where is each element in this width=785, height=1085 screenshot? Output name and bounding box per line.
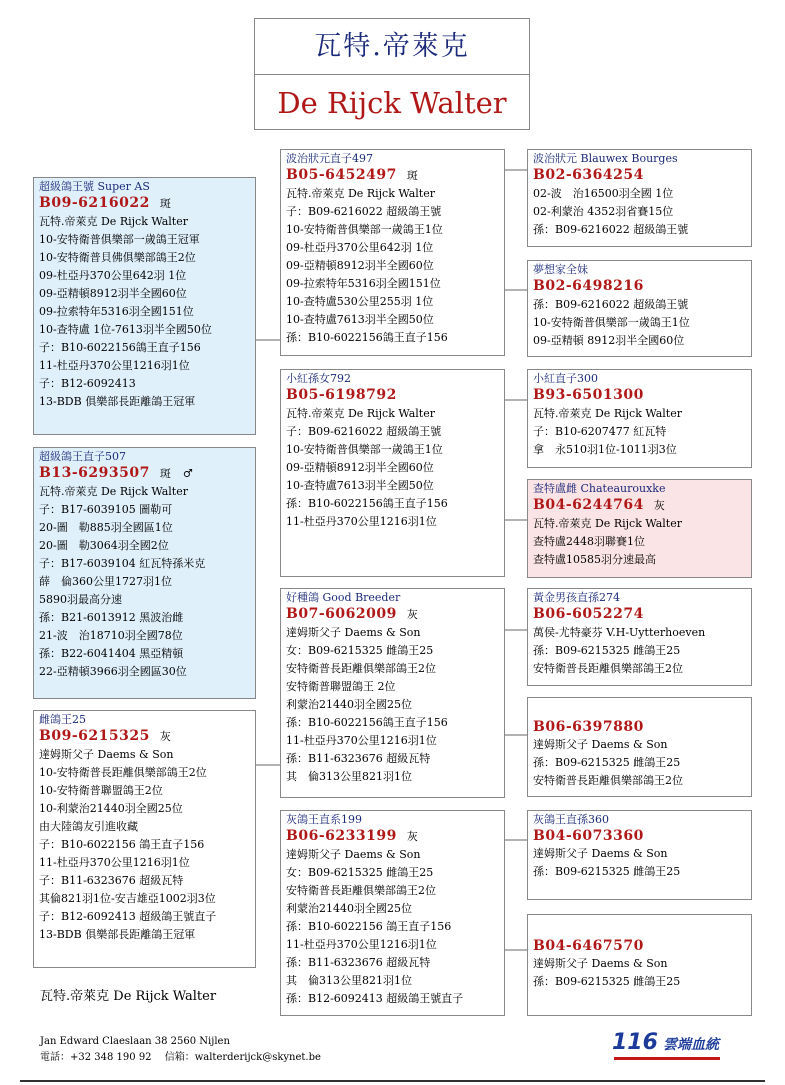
ring-number: B05-6198792	[286, 387, 397, 403]
info-line: 女：B09-6215325 雌鴿王25	[286, 866, 434, 879]
box-lines	[286, 624, 499, 786]
info-line: 09-亞精頓8912羽半全國60位	[286, 461, 434, 474]
info-line: 女：B09-6215325 雌鴿王25	[286, 644, 434, 657]
info-line: 安特衛普長距離俱樂部鴿王2位	[286, 884, 436, 897]
info-line: 10-查特盧7613羽半全國50位	[286, 313, 434, 326]
color-label: 斑	[159, 197, 172, 210]
ring-number: B07-6062009 灰	[286, 606, 419, 622]
ring-number: B06-6233199 灰	[286, 828, 419, 844]
info-line: 11-杜亞丹370公里1216羽1位	[39, 856, 190, 869]
info-line: 瓦特.帝萊克 De Rijck Walter	[39, 215, 188, 228]
info-line: 子：B12-6092413	[39, 377, 136, 390]
bottom-rule	[20, 1080, 765, 1082]
info-line: 子：B10-6022156鴿王直子156	[39, 341, 201, 354]
logo-number: 116	[612, 1030, 658, 1055]
ring-number: B04-6073360	[533, 828, 644, 844]
ring-number: B09-6215325 灰	[39, 728, 172, 744]
info-line: 孫：B12-6092413 超級鴿王號直子	[286, 992, 464, 1005]
box-lines	[39, 213, 250, 411]
sds-box	[527, 369, 752, 468]
sire-dam-box	[280, 369, 505, 577]
logo-text: 雲端血統	[663, 1037, 720, 1053]
color-label: 斑 ♂	[159, 467, 194, 480]
info-line: 安特衛普長距離俱樂部鴿王2位	[533, 774, 683, 787]
info-line: 10-安特衛普俱樂部一歲鴿王1位	[533, 316, 690, 329]
color-label: 灰	[406, 608, 419, 621]
contact-line: 電話：+32 348 190 92 信箱：walterderijck@skynet.be	[40, 1052, 321, 1063]
info-line: 11-杜亞丹370公里1216羽1位	[286, 515, 437, 528]
dsd-box	[527, 697, 752, 797]
dds-box	[527, 810, 752, 900]
info-line: 孫：B22-6041404 黑亞精頓	[39, 647, 184, 660]
box-title: 波治狀元直子497	[286, 152, 373, 165]
info-line: 拿 永510羽1位-1011羽3位	[533, 443, 677, 456]
footer-address	[40, 1034, 321, 1066]
info-line: 安特衛普聯盟鴿王 2位	[286, 680, 396, 693]
info-line: 孫：B11-6323676 超級瓦特	[286, 752, 431, 765]
info-line: 子：B10-6022156 鴿王直子156	[39, 838, 205, 851]
info-line: 10-安特衛普俱樂部一歲鴿王1位	[286, 223, 443, 236]
info-line: 20-圖 勒3064羽全國2位	[39, 539, 169, 552]
info-line: 孫：B10-6022156 鴿王直子156	[286, 920, 452, 933]
info-line: 孫：B21-6013912 黑波治雌	[39, 611, 184, 624]
info-line: 子：B12-6092413 超級鴿王號直子	[39, 910, 217, 923]
info-line: 子：B17-6039105 圖勒可	[39, 503, 173, 516]
box-title: 小紅孫女792	[286, 372, 351, 385]
box-lines	[533, 955, 746, 991]
ring-number: B06-6397880	[533, 719, 644, 735]
footer-owner: 瓦特.帝萊克 De Rijck Walter	[40, 989, 217, 1004]
box-title: 查特盧雌 Chateaurouxke	[533, 482, 666, 495]
info-line: 查特盧10585羽分速最高	[533, 553, 656, 566]
box-title: 灰鴿王直孫360	[533, 813, 609, 826]
sire-box	[33, 177, 256, 435]
info-line: 子：B17-6039104 紅瓦特孫米克	[39, 557, 206, 570]
sss-box	[527, 149, 752, 247]
info-line: 達姆斯父子 Daems & Son	[533, 738, 668, 751]
info-line: 達姆斯父子 Daems & Son	[533, 957, 668, 970]
sire-sire-box	[280, 149, 505, 356]
box-title: 夢想家全妹	[533, 263, 588, 276]
ring-number: B04-6244764 灰	[533, 497, 666, 513]
box-title: 雌鴿王25	[39, 713, 86, 726]
ring-number: B02-6498216	[533, 278, 644, 294]
info-line: 10-查特盧 1位-7613羽半全國50位	[39, 323, 212, 336]
info-line: 瓦特.帝萊克 De Rijck Walter	[533, 517, 682, 530]
info-line: 安特衛普長距離俱樂部鴿王2位	[533, 662, 683, 675]
info-line: 09-杜亞丹370公里642羽 1位	[39, 269, 187, 282]
info-line: 孫：B10-6022156鴿王直子156	[286, 497, 448, 510]
owner-name-english: De Rijck Walter	[277, 86, 507, 120]
ssd-box	[527, 260, 752, 357]
logo	[612, 1030, 719, 1055]
box-title: 超級鴿王直子507	[39, 450, 126, 463]
info-line: 安特衛普長距離俱樂部鴿王2位	[286, 662, 436, 675]
info-line: 查特盧2448羽聯賽1位	[533, 535, 645, 548]
info-line: 瓦特.帝萊克 De Rijck Walter	[286, 407, 435, 420]
box-lines	[533, 624, 746, 678]
info-line: 11-杜亞丹370公里1216羽1位	[286, 938, 437, 951]
info-line: 其 倫313公里821羽1位	[286, 974, 412, 987]
info-line: 孫：B11-6323676 超級瓦特	[286, 956, 431, 969]
info-line: 薛 倫360公里1727羽1位	[39, 575, 172, 588]
info-line: 達姆斯父子 Daems & Son	[286, 848, 421, 861]
color-label: 灰	[653, 499, 666, 512]
box-lines	[533, 515, 746, 569]
info-line: 10-查特盧7613羽半全國50位	[286, 479, 434, 492]
info-line: 09-杜亞丹370公里642羽 1位	[286, 241, 434, 254]
info-line: 孫：B10-6022156鴿王直子156	[286, 716, 448, 729]
info-line: 21-波 治18710羽全國78位	[39, 629, 183, 642]
info-line: 達姆斯父子 Daems & Son	[39, 748, 174, 761]
info-line: 10-安特衛普長距離俱樂部鴿王2位	[39, 766, 207, 779]
sdd-box	[527, 479, 752, 578]
info-line: 孫：B09-6216022 超級鴿王號	[533, 298, 689, 311]
info-line: 孫：B09-6215325 雌鴿王25	[533, 865, 681, 878]
info-line: 孫：B09-6215325 雌鴿王25	[533, 644, 681, 657]
ring-number: B06-6052274	[533, 606, 644, 622]
ddd-box	[527, 914, 752, 1016]
info-line: 11-杜亞丹370公里1216羽1位	[286, 734, 437, 747]
info-line: 子：B11-6323676 超級瓦特	[39, 874, 184, 887]
info-line: 09-拉索特年5316羽全國151位	[39, 305, 194, 318]
info-line: 10-查特盧530公里255羽 1位	[286, 295, 434, 308]
info-line: 09-亞精頓8912羽半全國60位	[39, 287, 187, 300]
info-line: 子：B09-6216022 超級鴿王號	[286, 205, 442, 218]
self-box	[33, 447, 256, 699]
info-line: 瓦特.帝萊克 De Rijck Walter	[286, 187, 435, 200]
ring-number: B05-6452497 斑	[286, 167, 419, 183]
info-line: 孫：B09-6215325 雌鴿王25	[533, 975, 681, 988]
ring-number: B09-6216022 斑	[39, 195, 172, 211]
info-line: 02-利蒙治 4352羽省賽15位	[533, 205, 674, 218]
box-title: 超級鴿王號 Super AS	[39, 180, 150, 193]
info-line: 萬侯-尤特豪芬 V.H-Uytterhoeven	[533, 626, 706, 639]
info-line: 5890羽最高分速	[39, 593, 122, 606]
info-line: 09-亞精頓 8912羽半全國60位	[533, 334, 685, 347]
info-line: 瓦特.帝萊克 De Rijck Walter	[39, 485, 188, 498]
box-lines	[533, 296, 746, 350]
dam-sire-box	[280, 588, 505, 798]
box-title: 灰鴿王直系199	[286, 813, 362, 826]
ring-number: B02-6364254	[533, 167, 644, 183]
info-line: 瓦特.帝萊克 De Rijck Walter	[533, 407, 682, 420]
info-line: 20-圖 勒885羽全國區1位	[39, 521, 173, 534]
info-line: 達姆斯父子 Daems & Son	[286, 626, 421, 639]
logo-underline	[614, 1057, 720, 1060]
info-line: 10-利蒙治21440羽全國25位	[39, 802, 183, 815]
ring-number: B04-6467570	[533, 938, 644, 954]
info-line: 10-安特衛普貝佛俱樂部鴿王2位	[39, 251, 196, 264]
info-line: 達姆斯父子 Daems & Son	[533, 847, 668, 860]
box-lines	[286, 185, 499, 347]
box-lines	[533, 736, 746, 790]
owner-name-chinese: 瓦特.帝萊克	[255, 19, 529, 75]
info-line: 09-拉索特年5316羽全國151位	[286, 277, 441, 290]
box-lines	[286, 846, 499, 1008]
box-title: 好種鴿 Good Breeder	[286, 591, 401, 604]
info-line: 由大陸鴿友引進收藏	[39, 820, 138, 833]
dss-box	[527, 588, 752, 686]
ring-number: B13-6293507 斑 ♂	[39, 465, 194, 481]
ring-number: B93-6501300	[533, 387, 644, 403]
info-line: 利蒙治21440羽全國25位	[286, 698, 412, 711]
info-line: 11-杜亞丹370公里1216羽1位	[39, 359, 190, 372]
color-label: 斑	[406, 169, 419, 182]
box-lines	[533, 845, 746, 881]
dam-box	[33, 710, 256, 968]
info-line: 02-波 治16500羽全國 1位	[533, 187, 674, 200]
address-line: Jan Edward Claeslaan 38 2560 Nijlen	[40, 1036, 230, 1047]
box-lines	[39, 483, 250, 681]
info-line: 22-亞精頓3966羽全國區30位	[39, 665, 187, 678]
box-lines	[286, 405, 499, 531]
info-line: 孫：B09-6215325 雌鴿王25	[533, 756, 681, 769]
info-line: 子：B09-6216022 超級鴿王號	[286, 425, 442, 438]
info-line: 09-亞精頓8912羽半全國60位	[286, 259, 434, 272]
info-line: 10-安特衛普俱樂部一歲鴿王1位	[286, 443, 443, 456]
info-line: 子：B10-6207477 紅瓦特	[533, 425, 667, 438]
box-lines	[533, 405, 746, 459]
info-line: 利蒙治21440羽全國25位	[286, 902, 412, 915]
info-line: 其倫821羽1位-安吉雄亞1002羽3位	[39, 892, 216, 905]
color-label: 灰	[159, 730, 172, 743]
info-line: 孫：B10-6022156鴿王直子156	[286, 331, 448, 344]
box-lines	[39, 746, 250, 944]
box-title: 小紅直子300	[533, 372, 598, 385]
color-label: 灰	[406, 830, 419, 843]
box-title: 波治狀元 Blauwex Bourges	[533, 152, 678, 165]
info-line: 10-安特衛普俱樂部一歲鴿王冠軍	[39, 233, 200, 246]
box-title: 黃金男孩直孫274	[533, 591, 620, 604]
box-lines	[533, 185, 746, 239]
info-line: 13-BDB 俱樂部長距離鴿王冠軍	[39, 395, 196, 408]
dam-dam-box	[280, 810, 505, 1016]
info-line: 10-安特衛普聯盟鴿王2位	[39, 784, 163, 797]
info-line: 13-BDB 俱樂部長距離鴿王冠軍	[39, 928, 196, 941]
info-line: 孫：B09-6216022 超級鴿王號	[533, 223, 689, 236]
info-line: 其 倫313公里821羽1位	[286, 770, 412, 783]
